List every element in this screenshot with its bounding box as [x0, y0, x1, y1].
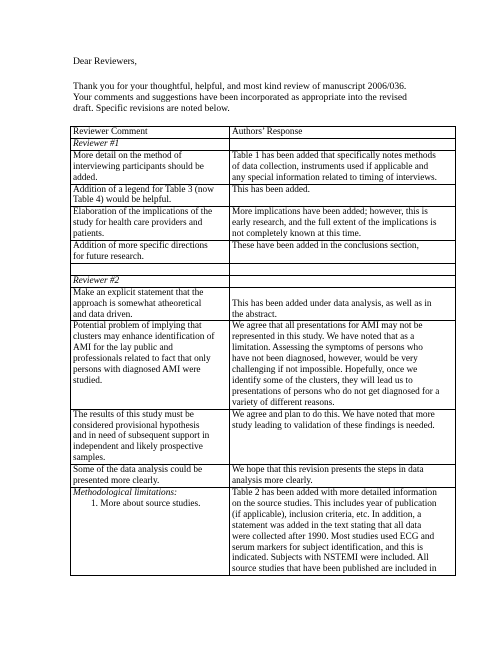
response-line: on the source studies. This includes year of publication: [232, 498, 437, 509]
comment-line: Make an explicit statement that the: [73, 287, 204, 298]
authors-response-cell: [230, 150, 456, 184]
comment-line: Elaboration of the implications of the: [73, 207, 213, 218]
comment-line: AMI for the lay public and: [73, 343, 173, 354]
reviewer-comment-cell: [71, 321, 230, 409]
comment-line: interviewing participants should be: [73, 161, 204, 172]
response-line: the abstract.: [232, 309, 277, 320]
table-row: [71, 409, 456, 465]
table-header-row: [71, 127, 456, 139]
reviewer-comment-cell: [71, 184, 230, 207]
table-row: [71, 287, 456, 321]
response-line: any special information related to timing of interviews.: [232, 172, 437, 183]
comment-line: Potential problem of implying that: [73, 321, 202, 332]
table-row: [71, 241, 456, 264]
header-reviewer-comment: Reviewer Comment: [71, 127, 230, 139]
comment-line: and data driven.: [73, 309, 133, 320]
table-row: [71, 207, 456, 241]
response-line: This has been added under data analysis, as well as in: [232, 298, 432, 309]
comment-line: clusters may enhance identification of: [73, 332, 215, 343]
reviewer-comment-cell: [71, 275, 230, 287]
comment-line: considered provisional hypothesis: [73, 420, 200, 431]
comment-line: approach is somewhat atheoretical: [73, 298, 202, 309]
response-line: These have been added in the conclusions section,: [232, 241, 419, 252]
response-line: statement was added in the text stating that all data: [232, 520, 422, 531]
intro-line: Your comments and suggestions have been incorporated as appropriate into the revised: [73, 92, 407, 103]
intro-line: Thank you for your thoughtful, helpful, and most kind review of manuscript 2006/036.: [73, 81, 407, 92]
authors-response-cell: [230, 241, 456, 264]
response-line: early research, and the full extent of the implications is: [232, 218, 437, 229]
authors-response-cell: [230, 184, 456, 207]
authors-response-cell: [230, 275, 456, 287]
reviewer-comment-cell: [71, 138, 230, 150]
response-line: serum markers for subject identification, and this is: [232, 542, 424, 553]
comment-line: added.: [73, 172, 98, 183]
response-line: More implications have been added; however, this is: [232, 207, 428, 218]
comment-line: studied.: [73, 375, 103, 386]
comment-line: for future research.: [73, 251, 144, 262]
comment-line: Reviewer #2: [73, 275, 120, 286]
reviewer-comment-cell: [71, 488, 230, 576]
comment-line: [73, 264, 228, 275]
table-row: [71, 263, 456, 275]
comment-line: Addition of a legend for Table 3 (now: [73, 184, 214, 195]
intro-line: draft. Specific revisions are noted below.: [73, 103, 230, 114]
header-authors-response: Authors’ Response: [230, 127, 456, 139]
table-row: [71, 138, 456, 150]
table-row: [71, 275, 456, 287]
response-line: We hope that this revision presents the steps in data: [232, 465, 424, 476]
response-line: Table 1 has been added that specifically notes methods: [232, 150, 436, 161]
response-line: represented in this study. We have noted that as a: [232, 332, 415, 343]
authors-response-cell: [230, 287, 456, 321]
reviewer-response-table: [70, 126, 456, 576]
table-row: [71, 184, 456, 207]
response-line: not completely known at this time.: [232, 229, 362, 240]
reviewer-comment-cell: [71, 150, 230, 184]
comment-line: persons with diagnosed AMI were: [73, 365, 201, 376]
comment-line: study for health care providers and: [73, 218, 203, 229]
response-line: of data collection, instruments used if applicable and: [232, 161, 429, 172]
letter-greeting: Dear Reviewers,: [73, 56, 137, 67]
comment-line: presented more clearly.: [73, 476, 160, 487]
comment-line: Some of the data analysis could be: [73, 465, 203, 476]
response-line: [232, 139, 454, 150]
authors-response-cell: [230, 263, 456, 275]
response-line: limitation. Assessing the symptoms of persons who: [232, 343, 423, 354]
response-line: (if applicable), inclusion criteria, etc. In addition, a: [232, 509, 422, 520]
comment-line: patients.: [73, 229, 105, 240]
reviewer-comment-cell: [71, 241, 230, 264]
response-line: were collected after 1990. Most studies used ECG and: [232, 531, 435, 542]
reviewer-comment-cell: [71, 207, 230, 241]
letter-intro: [73, 81, 453, 114]
table-row: [71, 150, 456, 184]
comment-line: Table 4) would be helpful.: [73, 195, 172, 206]
response-line: indicated. Subjects with NSTEMI were included. All: [232, 553, 429, 564]
authors-response-cell: [230, 207, 456, 241]
authors-response-cell: [230, 488, 456, 576]
comment-line: Addition of more specific directions: [73, 241, 208, 252]
table-row: [71, 465, 456, 488]
comment-line: Reviewer #1: [73, 138, 120, 149]
authors-response-cell: [230, 409, 456, 465]
comment-line: Methodological limitations:: [73, 488, 178, 498]
response-line: [232, 288, 454, 299]
response-line: [232, 276, 454, 287]
reviewer-comment-cell: [71, 409, 230, 465]
response-line: have not been diagnosed, however, would be very: [232, 354, 418, 365]
response-line: We agree and plan to do this. We have noted that more: [232, 409, 435, 420]
authors-response-cell: [230, 465, 456, 488]
reviewer-comment-cell: [71, 465, 230, 488]
response-line: analysis more clearly.: [232, 476, 313, 487]
comment-line: More detail on the method of: [73, 150, 182, 161]
table-row: [71, 321, 456, 409]
comment-line: The results of this study must be: [73, 409, 194, 420]
reviewer-comment-cell: [71, 287, 230, 321]
response-line: study leading to validation of these findings is needed.: [232, 420, 435, 431]
response-line: Table 2 has been added with more detailed information: [232, 488, 437, 498]
response-line: presentations of persons who do not get diagnosed for a: [232, 386, 440, 397]
response-line: This has been added.: [232, 184, 310, 195]
comment-line: and in need of subsequent support in: [73, 431, 210, 442]
response-line: source studies that have been published are included in: [232, 564, 437, 575]
response-line: identify some of the clusters, they will lead us to: [232, 375, 413, 386]
comment-line: independent and likely prospective: [73, 442, 203, 453]
reviewer-comment-cell: [71, 263, 230, 275]
authors-response-cell: [230, 321, 456, 409]
authors-response-cell: [230, 138, 456, 150]
comment-subitem: 1. More about source studies.: [91, 498, 201, 509]
comment-line: samples.: [73, 453, 106, 464]
comment-line: professionals related to fact that only: [73, 354, 211, 365]
response-line: [232, 264, 454, 275]
response-line: variety of different reasons.: [232, 397, 335, 408]
response-line: challenging if not impossible. Hopefully, once we: [232, 365, 418, 376]
table-row: [71, 488, 456, 576]
response-line: We agree that all presentations for AMI may not be: [232, 321, 423, 332]
